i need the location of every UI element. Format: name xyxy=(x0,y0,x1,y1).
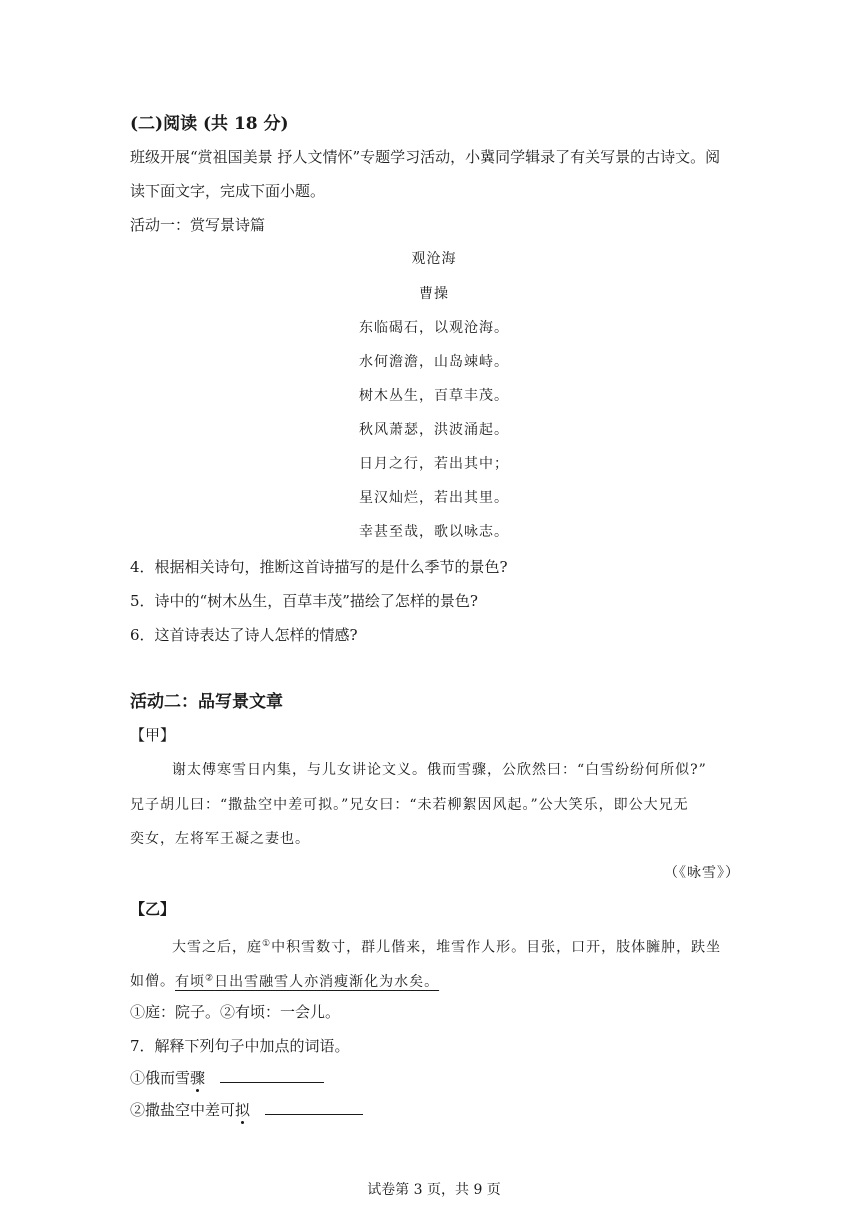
item-number: ① xyxy=(130,1069,146,1087)
underlined-text: 日出雪融雪人亦消瘦渐化为水矣。 xyxy=(214,973,440,990)
poem-title: 观沧海 xyxy=(411,251,457,267)
underlined-text: 有顷 xyxy=(175,973,205,990)
footnote-marker: ② xyxy=(205,973,215,983)
yi-text: 如僧。 xyxy=(130,973,175,990)
passage-yi-line xyxy=(172,934,721,958)
poem-line: 日月之行，若出其中； xyxy=(359,456,509,472)
passage-yi-line xyxy=(130,968,439,992)
passage-jia-label: 【甲】 xyxy=(130,726,176,744)
item-text: 撒盐空中差可 xyxy=(145,1101,236,1119)
item-number: ② xyxy=(130,1101,146,1119)
question-4: 4．根据相关诗句，推断这首诗描写的是什么季节的景色? xyxy=(130,558,508,576)
footnotes: ①庭：院子。②有顷：一会儿。 xyxy=(130,1003,341,1021)
footnote-marker: ① xyxy=(262,939,272,949)
poem-line: 星汉灿烂，若出其里。 xyxy=(359,490,509,506)
poem-line: 水何澹澹，山岛竦峙。 xyxy=(359,354,509,370)
underlined-sentence xyxy=(175,974,439,990)
poem-line: 东临碣石，以观沧海。 xyxy=(359,320,509,336)
q7-item-1 xyxy=(130,1068,324,1088)
answer-blank[interactable] xyxy=(220,1068,324,1083)
question-6: 6．这首诗表达了诗人怎样的情感? xyxy=(130,626,358,644)
activity1-title: 活动一：赏写景诗篇 xyxy=(130,216,266,234)
passage-jia-source: （《咏雪》） xyxy=(664,865,740,881)
question-7: 7．解释下列句子中加点的词语。 xyxy=(130,1037,350,1055)
q7-item-2 xyxy=(130,1100,363,1120)
page-footer: 试卷第 3 页，共 9 页 xyxy=(367,1182,501,1198)
answer-blank[interactable] xyxy=(265,1100,363,1115)
intro-line-2: 读下面文字，完成下面小题。 xyxy=(130,182,326,200)
intro-line-1: 班级开展“赏祖国美景 抒人文情怀”专题学习活动，小冀同学辑录了有关写景的古诗文。阅 xyxy=(130,148,721,166)
passage-jia-line: 谢太傅寒雪日内集，与儿女讲论文义。俄而雪骤，公欣然曰：“白雪纷纷何所似?” xyxy=(172,762,707,778)
yi-text: 中积雪数寸，群儿偕来，堆雪作人形。目张，口开，肢体臃肿，趺坐 xyxy=(271,939,722,956)
passage-jia-line: 兄子胡儿曰：“撒盐空中差可拟。”兄女曰：“未若柳絮因风起。”公大笑乐，即公大兄无 xyxy=(130,797,689,813)
section-heading: (二)阅读 (共 18 分) xyxy=(130,114,289,134)
passage-yi-label: 【乙】 xyxy=(130,900,176,918)
poem-author: 曹操 xyxy=(419,286,449,302)
poem-line: 秋风萧瑟，洪波涌起。 xyxy=(359,422,509,438)
dotted-word: 拟 xyxy=(235,1101,251,1119)
item-text: 俄而雪 xyxy=(145,1069,191,1087)
question-5: 5．诗中的“树木丛生，百草丰茂”描绘了怎样的景色? xyxy=(130,592,478,610)
passage-jia-line: 奕女，左将军王凝之妻也。 xyxy=(130,831,310,847)
dotted-word: 骤 xyxy=(190,1069,206,1087)
poem-line: 幸甚至哉，歌以咏志。 xyxy=(359,524,509,540)
poem-line: 树木丛生，百草丰茂。 xyxy=(359,388,509,404)
activity2-title: 活动二：品写景文章 xyxy=(130,692,283,712)
yi-text: 大雪之后，庭 xyxy=(172,939,262,956)
